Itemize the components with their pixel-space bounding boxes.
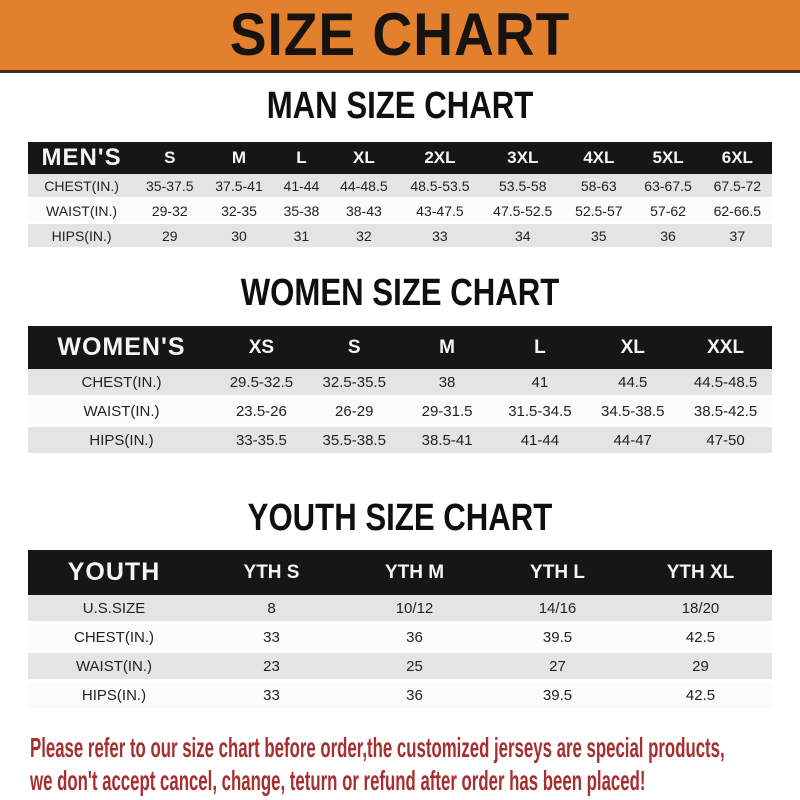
column-header: 4XL xyxy=(564,142,633,174)
size-value-cell: 41 xyxy=(493,369,586,397)
size-value-cell: 29-32 xyxy=(135,198,204,223)
size-value-cell: 35.5-38.5 xyxy=(308,426,401,455)
size-value-cell: 32.5-35.5 xyxy=(308,369,401,397)
youth-size-chart-heading: YOUTH SIZE CHART xyxy=(247,497,553,539)
size-value-cell: 44.5 xyxy=(586,369,679,397)
size-value-cell: 14/16 xyxy=(486,595,629,623)
size-value-cell: 42.5 xyxy=(629,681,772,710)
size-value-cell: 58-63 xyxy=(564,174,633,198)
size-value-cell: 27 xyxy=(486,652,629,681)
size-value-cell: 33 xyxy=(399,223,482,248)
youth-size-table xyxy=(28,550,772,711)
size-value-cell: 47-50 xyxy=(679,426,772,455)
table-row xyxy=(28,397,772,426)
row-label: CHEST(IN.) xyxy=(28,623,200,652)
table-row xyxy=(28,426,772,455)
disclaimer-line-1: Please refer to our size chart before order,the customized jerseys are special products, xyxy=(30,732,725,763)
page-title: SIZE CHART xyxy=(229,1,571,68)
column-header: YTH S xyxy=(200,550,343,595)
column-header: 6XL xyxy=(703,142,772,174)
size-value-cell: 39.5 xyxy=(486,681,629,710)
column-header: YTH L xyxy=(486,550,629,595)
row-label: HIPS(IN.) xyxy=(28,681,200,710)
table-row xyxy=(28,223,772,248)
youth-table-header-row xyxy=(28,550,772,595)
size-value-cell: 35 xyxy=(564,223,633,248)
column-header: S xyxy=(308,326,401,369)
size-value-cell: 25 xyxy=(343,652,486,681)
table-row xyxy=(28,652,772,681)
size-value-cell: 34 xyxy=(481,223,564,248)
table-header-label: YOUTH xyxy=(28,550,200,595)
size-value-cell: 31.5-34.5 xyxy=(493,397,586,426)
size-value-cell: 33 xyxy=(200,681,343,710)
size-value-cell: 18/20 xyxy=(629,595,772,623)
size-value-cell: 29-31.5 xyxy=(401,397,494,426)
disclaimer-line-2: we don't accept cancel, change, teturn or refund after order has been placed! xyxy=(30,765,646,796)
column-header: L xyxy=(274,142,330,174)
size-value-cell: 35-37.5 xyxy=(135,174,204,198)
column-header: XL xyxy=(329,142,398,174)
women-size-section xyxy=(0,274,800,456)
size-value-cell: 67.5-72 xyxy=(703,174,772,198)
size-value-cell: 29 xyxy=(135,223,204,248)
column-header: 2XL xyxy=(399,142,482,174)
column-header: XL xyxy=(586,326,679,369)
table-row xyxy=(28,198,772,223)
column-header: 3XL xyxy=(481,142,564,174)
size-value-cell: 47.5-52.5 xyxy=(481,198,564,223)
size-value-cell: 44.5-48.5 xyxy=(679,369,772,397)
size-value-cell: 41-44 xyxy=(274,174,330,198)
size-value-cell: 42.5 xyxy=(629,623,772,652)
size-value-cell: 32 xyxy=(329,223,398,248)
table-row xyxy=(28,174,772,198)
column-header: L xyxy=(493,326,586,369)
size-value-cell: 38.5-41 xyxy=(401,426,494,455)
size-value-cell: 53.5-58 xyxy=(481,174,564,198)
size-value-cell: 38 xyxy=(401,369,494,397)
column-header: XXL xyxy=(679,326,772,369)
size-value-cell: 44-47 xyxy=(586,426,679,455)
size-value-cell: 37 xyxy=(703,223,772,248)
man-size-section xyxy=(0,87,800,249)
size-value-cell: 29.5-32.5 xyxy=(215,369,308,397)
table-header-label: MEN'S xyxy=(28,142,135,174)
column-header: YTH XL xyxy=(629,550,772,595)
size-value-cell: 33-35.5 xyxy=(215,426,308,455)
size-value-cell: 38-43 xyxy=(329,198,398,223)
size-value-cell: 35-38 xyxy=(274,198,330,223)
table-header-label: WOMEN'S xyxy=(28,326,215,369)
table-row xyxy=(28,623,772,652)
column-header: M xyxy=(204,142,273,174)
row-label: WAIST(IN.) xyxy=(28,397,215,426)
column-header: M xyxy=(401,326,494,369)
row-label: CHEST(IN.) xyxy=(28,369,215,397)
size-value-cell: 43-47.5 xyxy=(399,198,482,223)
size-value-cell: 36 xyxy=(633,223,702,248)
women-table-header-row xyxy=(28,326,772,369)
size-value-cell: 52.5-57 xyxy=(564,198,633,223)
size-value-cell: 29 xyxy=(629,652,772,681)
row-label: HIPS(IN.) xyxy=(28,426,215,455)
size-value-cell: 31 xyxy=(274,223,330,248)
size-value-cell: 32-35 xyxy=(204,198,273,223)
banner xyxy=(0,0,800,73)
row-label: HIPS(IN.) xyxy=(28,223,135,248)
size-value-cell: 33 xyxy=(200,623,343,652)
size-value-cell: 23 xyxy=(200,652,343,681)
size-value-cell: 36 xyxy=(343,681,486,710)
youth-size-section xyxy=(0,499,800,711)
size-value-cell: 36 xyxy=(343,623,486,652)
column-header: YTH M xyxy=(343,550,486,595)
row-label: WAIST(IN.) xyxy=(28,652,200,681)
column-header: S xyxy=(135,142,204,174)
size-value-cell: 34.5-38.5 xyxy=(586,397,679,426)
size-value-cell: 23.5-26 xyxy=(215,397,308,426)
women-size-table xyxy=(28,326,772,456)
row-label: WAIST(IN.) xyxy=(28,198,135,223)
size-value-cell: 37.5-41 xyxy=(204,174,273,198)
man-size-chart-heading: MAN SIZE CHART xyxy=(266,85,534,127)
column-header: 5XL xyxy=(633,142,702,174)
size-value-cell: 30 xyxy=(204,223,273,248)
size-value-cell: 10/12 xyxy=(343,595,486,623)
size-value-cell: 26-29 xyxy=(308,397,401,426)
size-value-cell: 48.5-53.5 xyxy=(399,174,482,198)
women-size-chart-heading: WOMEN SIZE CHART xyxy=(240,272,560,314)
men-size-table xyxy=(28,142,772,249)
table-row xyxy=(28,681,772,710)
size-value-cell: 8 xyxy=(200,595,343,623)
column-header: XS xyxy=(215,326,308,369)
table-row xyxy=(28,595,772,623)
size-value-cell: 39.5 xyxy=(486,623,629,652)
size-value-cell: 57-62 xyxy=(633,198,702,223)
row-label: U.S.SIZE xyxy=(28,595,200,623)
size-value-cell: 44-48.5 xyxy=(329,174,398,198)
table-row xyxy=(28,369,772,397)
size-value-cell: 62-66.5 xyxy=(703,198,772,223)
size-value-cell: 63-67.5 xyxy=(633,174,702,198)
disclaimer-note xyxy=(30,731,800,797)
size-value-cell: 41-44 xyxy=(493,426,586,455)
row-label: CHEST(IN.) xyxy=(28,174,135,198)
size-value-cell: 38.5-42.5 xyxy=(679,397,772,426)
men-table-header-row xyxy=(28,142,772,174)
